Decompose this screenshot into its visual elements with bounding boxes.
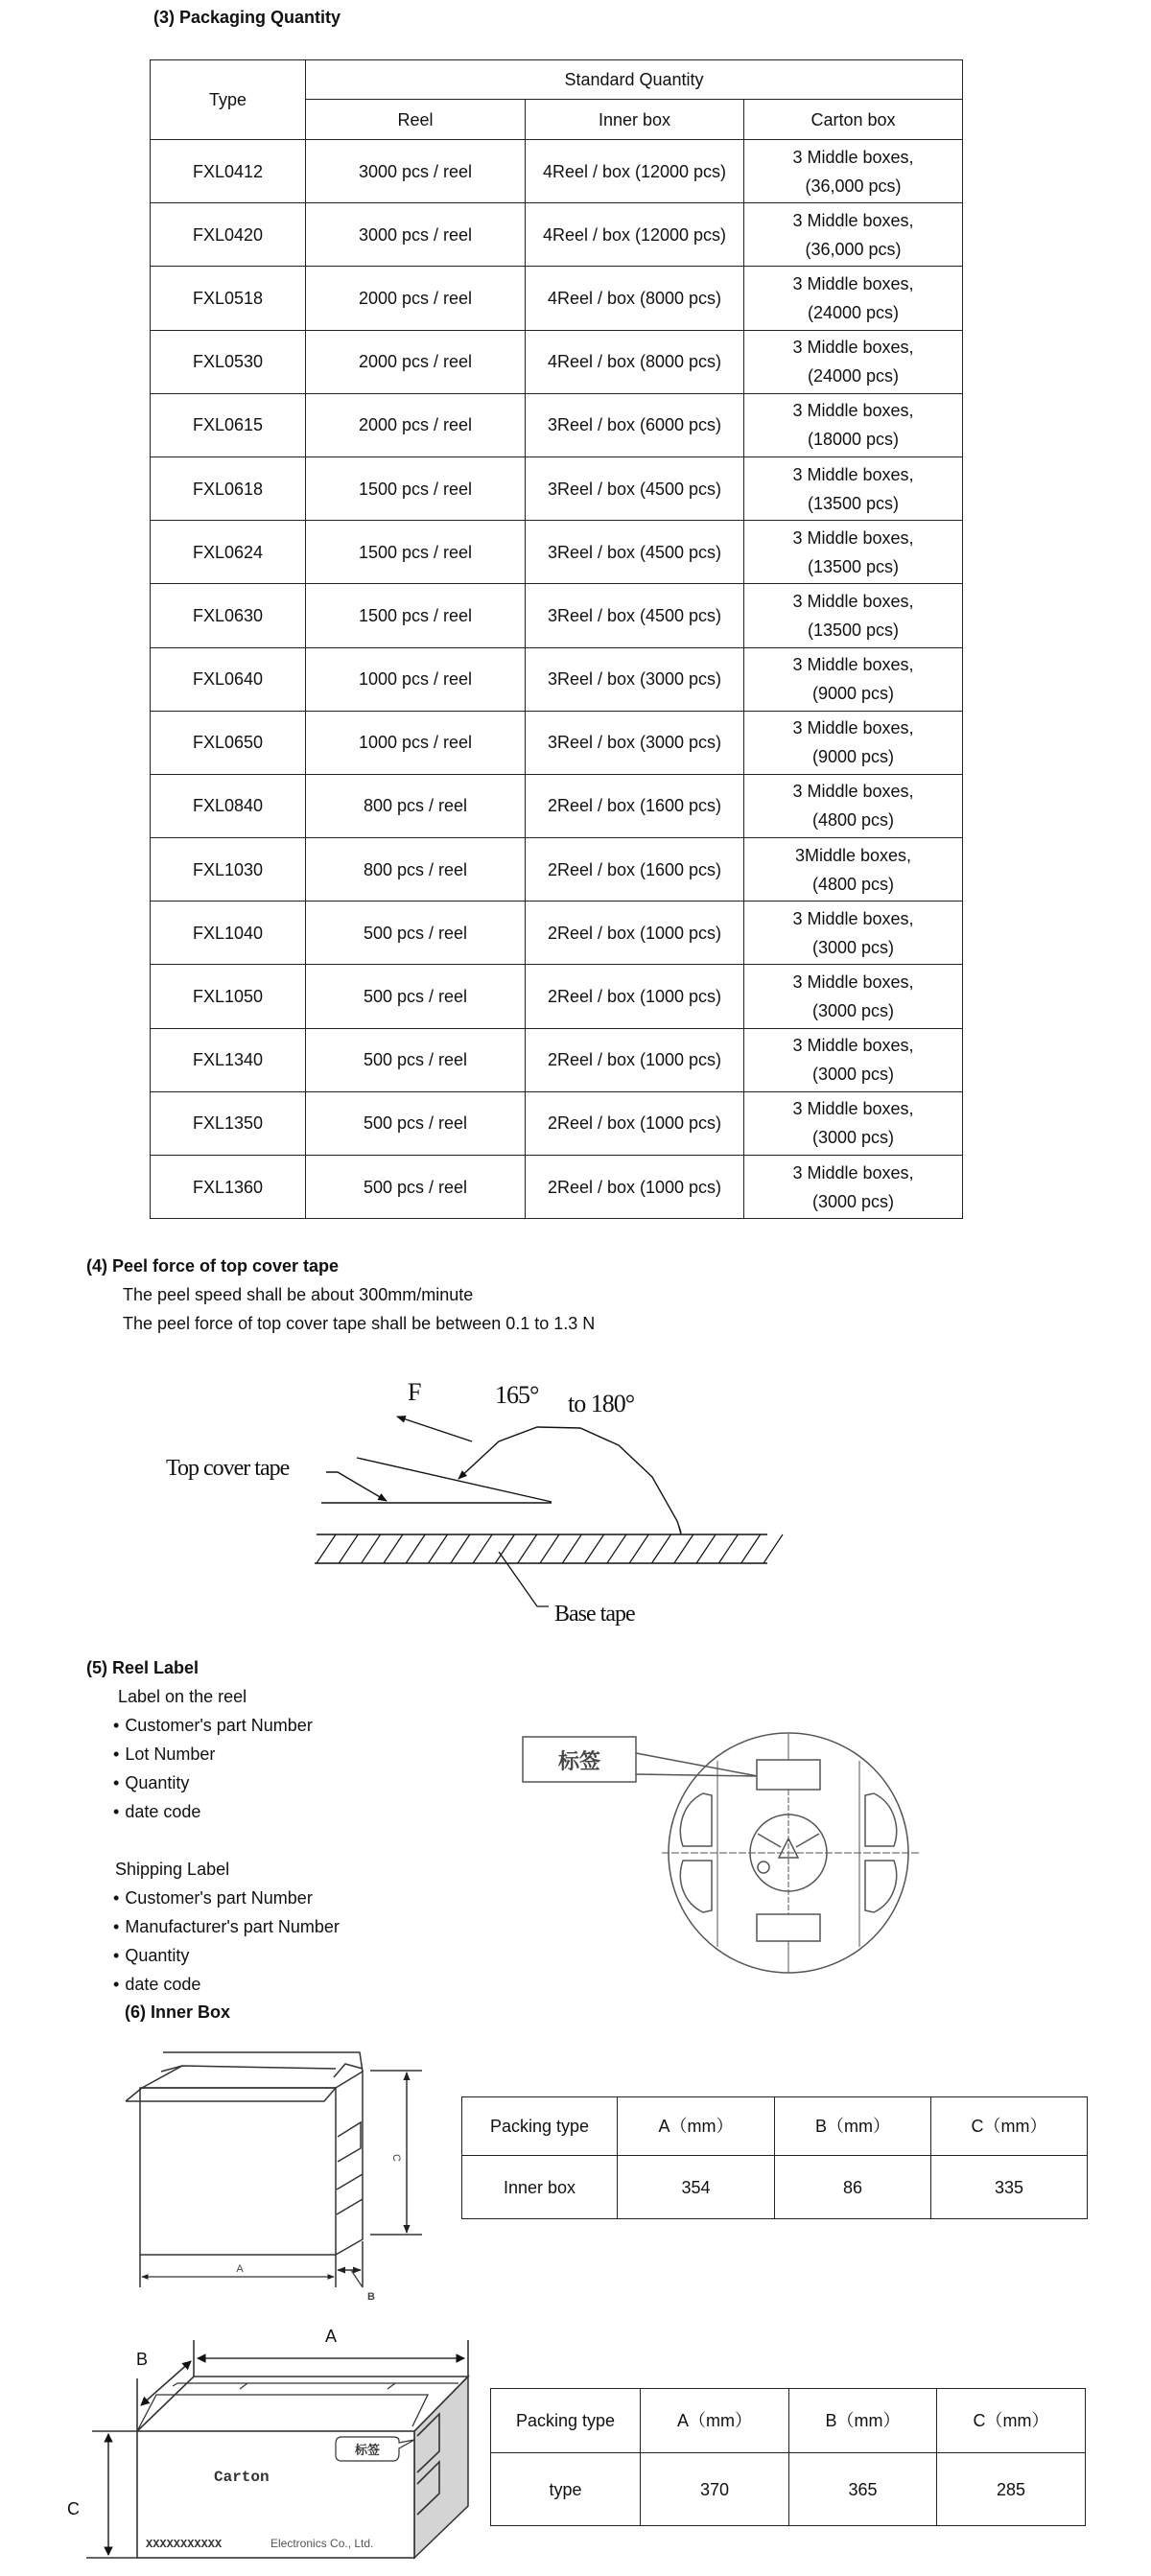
carton-line-2: (24000 pcs) [807, 366, 900, 386]
label-callout-text: 标签 [557, 1749, 601, 1773]
carton-header-b: B（mm） [789, 2389, 937, 2453]
carton-dimension-table [490, 2388, 1086, 2526]
cell-inner-box: 2Reel / box (1000 pcs) [526, 965, 744, 1028]
cell-type: FXL0530 [151, 330, 306, 393]
cell-type: FXL1040 [151, 902, 306, 965]
carton-line-2: (3000 pcs) [811, 1191, 895, 1211]
cell-type: FXL0518 [151, 267, 306, 330]
inner-header-a: A（mm） [618, 2097, 775, 2156]
carton-line-1: 3 Middle boxes, [792, 1036, 914, 1056]
inner-dim-c: C [390, 2154, 402, 2162]
inner-cell-type: Inner box [462, 2156, 618, 2219]
cell-reel: 2000 pcs / reel [306, 267, 526, 330]
list-item-text: Quantity [125, 1773, 190, 1792]
carton-dim-b: B [136, 2350, 149, 2369]
cell-inner-box: 2Reel / box (1000 pcs) [526, 1156, 744, 1219]
section-4-heading: (4) Peel force of top cover tape [86, 1256, 340, 1276]
header-carton-box: Carton box [744, 100, 963, 140]
reel-label-title: Label on the reel [118, 1687, 247, 1706]
carton-line-1: 3 Middle boxes, [792, 1162, 914, 1183]
list-item-text: Quantity [125, 1946, 190, 1965]
cell-reel: 500 pcs / reel [306, 1156, 526, 1219]
bullet-icon: • [113, 1745, 120, 1764]
carton-line-2: (9000 pcs) [811, 684, 895, 704]
list-item-text: date code [125, 1802, 201, 1821]
carton-line-1: 3 Middle boxes, [792, 1099, 914, 1119]
cell-reel: 2000 pcs / reel [306, 393, 526, 457]
cell-reel: 800 pcs / reel [306, 838, 526, 902]
carton-line-2: (3000 pcs) [811, 1065, 895, 1085]
cell-reel: 500 pcs / reel [306, 965, 526, 1028]
cell-reel: 1500 pcs / reel [306, 521, 526, 584]
inner-header-c: C（mm） [931, 2097, 1088, 2156]
header-standard-quantity: Standard Quantity [306, 60, 963, 100]
carton-line-2: (3000 pcs) [811, 1001, 895, 1021]
cell-reel: 1500 pcs / reel [306, 457, 526, 520]
cell-type: FXL1350 [151, 1091, 306, 1155]
carton-cell-type: type [491, 2453, 641, 2526]
cell-inner-box: 3Reel / box (6000 pcs) [526, 393, 744, 457]
inner-dim-a: A [236, 2263, 244, 2275]
carton-line-1: 3 Middle boxes, [792, 338, 914, 358]
cell-reel: 500 pcs / reel [306, 1091, 526, 1155]
peel-speed-text: The peel speed shall be about 300mm/minute [123, 1285, 474, 1304]
inner-cell-a: 354 [618, 2156, 775, 2219]
cell-inner-box: 2Reel / box (1600 pcs) [526, 838, 744, 902]
inner-cell-b: 86 [775, 2156, 931, 2219]
cell-type: FXL0840 [151, 774, 306, 837]
cell-inner-box: 4Reel / box (8000 pcs) [526, 267, 744, 330]
cell-type: FXL0618 [151, 457, 306, 520]
cell-type: FXL0615 [151, 393, 306, 457]
inner-cell-c: 335 [931, 2156, 1088, 2219]
carton-line-1: 3 Middle boxes, [792, 591, 914, 611]
carton-dim-a: A [324, 2327, 338, 2346]
cell-reel: 3000 pcs / reel [306, 203, 526, 267]
cell-type: FXL1360 [151, 1156, 306, 1219]
carton-line-2: (4800 pcs) [811, 810, 895, 831]
force-label: F [408, 1378, 422, 1406]
cell-type: FXL0412 [151, 140, 306, 203]
list-item-text: Lot Number [125, 1745, 216, 1764]
bullet-icon: • [113, 1802, 120, 1821]
cell-type: FXL0630 [151, 584, 306, 647]
inner-header-b: B（mm） [775, 2097, 931, 2156]
carton-text: Carton [214, 2469, 270, 2486]
header-inner-box: Inner box [526, 100, 744, 140]
carton-line-1: 3 Middle boxes, [792, 718, 914, 738]
carton-cell-b: 365 [789, 2453, 937, 2526]
header-reel: Reel [306, 100, 526, 140]
cell-reel: 500 pcs / reel [306, 902, 526, 965]
list-item-text: Customer's part Number [125, 1716, 313, 1735]
carton-line-2: (3000 pcs) [811, 937, 895, 957]
angle-from-label: 165° [495, 1381, 539, 1409]
carton-line-2: (4800 pcs) [811, 874, 895, 894]
carton-line-2: (24000 pcs) [807, 302, 900, 322]
cell-reel: 1000 pcs / reel [306, 711, 526, 774]
carton-line-1: 3 Middle boxes, [792, 401, 914, 421]
carton-line-2: (13500 pcs) [807, 556, 900, 576]
base-tape-label: Base tape [554, 1602, 635, 1627]
cell-inner-box: 3Reel / box (4500 pcs) [526, 457, 744, 520]
carton-line-1: 3Middle boxes, [794, 845, 912, 865]
cell-inner-box: 4Reel / box (12000 pcs) [526, 140, 744, 203]
inner-dim-b: B [367, 2291, 375, 2303]
cell-inner-box: 2Reel / box (1000 pcs) [526, 1091, 744, 1155]
carton-line-2: (13500 pcs) [807, 493, 900, 513]
cell-inner-box: 3Reel / box (3000 pcs) [526, 647, 744, 711]
bullet-icon: • [113, 1917, 120, 1936]
cell-type: FXL1340 [151, 1028, 306, 1091]
carton-line-1: 3 Middle boxes, [792, 273, 914, 293]
cell-inner-box: 2Reel / box (1600 pcs) [526, 774, 744, 837]
carton-cell-a: 370 [641, 2453, 789, 2526]
cell-type: FXL1050 [151, 965, 306, 1028]
cell-type: FXL1030 [151, 838, 306, 902]
top-cover-tape-label: Top cover tape [166, 1456, 290, 1481]
carton-line-1: 3 Middle boxes, [792, 782, 914, 802]
carton-line-1: 3 Middle boxes, [792, 210, 914, 230]
inner-header-packing-type: Packing type [462, 2097, 618, 2156]
carton-line-1: 3 Middle boxes, [792, 655, 914, 675]
carton-cell-c: 285 [937, 2453, 1086, 2526]
bullet-icon: • [113, 1773, 120, 1792]
cell-type: FXL0640 [151, 647, 306, 711]
cell-type: FXL0420 [151, 203, 306, 267]
cell-reel: 1000 pcs / reel [306, 647, 526, 711]
carton-line-2: (18000 pcs) [807, 430, 900, 450]
carton-label-callout: 标签 [354, 2443, 381, 2457]
bullet-icon: • [113, 1716, 120, 1735]
carton-company-text: Electronics Co., Ltd. [270, 2537, 374, 2550]
cell-reel: 2000 pcs / reel [306, 330, 526, 393]
carton-maker-text: XXXXXXXXXXX [146, 2538, 223, 2551]
list-item-text: Manufacturer's part Number [125, 1917, 340, 1936]
carton-dim-c: C [67, 2499, 80, 2518]
bullet-icon: • [113, 1975, 120, 1994]
cell-inner-box: 4Reel / box (12000 pcs) [526, 203, 744, 267]
section-3-heading: (3) Packaging Quantity [153, 8, 341, 27]
carton-line-1: 3 Middle boxes, [792, 464, 914, 484]
cell-inner-box: 3Reel / box (3000 pcs) [526, 711, 744, 774]
carton-line-1: 3 Middle boxes, [792, 908, 914, 928]
bullet-icon: • [113, 1946, 120, 1965]
list-item-text: Customer's part Number [125, 1888, 313, 1908]
cell-reel: 3000 pcs / reel [306, 140, 526, 203]
cell-type: FXL0624 [151, 521, 306, 584]
peel-force-text: The peel force of top cover tape shall be between 0.1 to 1.3 N [123, 1314, 596, 1333]
carton-line-2: (3000 pcs) [811, 1128, 895, 1148]
carton-header-c: C（mm） [937, 2389, 1086, 2453]
cell-reel: 500 pcs / reel [306, 1028, 526, 1091]
carton-line-1: 3 Middle boxes, [792, 527, 914, 548]
bullet-icon: • [113, 1888, 120, 1908]
angle-to-label: to 180° [568, 1390, 635, 1417]
carton-line-1: 3 Middle boxes, [792, 972, 914, 993]
cell-inner-box: 3Reel / box (4500 pcs) [526, 521, 744, 584]
cell-type: FXL0650 [151, 711, 306, 774]
carton-line-2: (36,000 pcs) [805, 176, 902, 196]
header-type: Type [151, 60, 306, 140]
cell-inner-box: 4Reel / box (8000 pcs) [526, 330, 744, 393]
cell-inner-box: 2Reel / box (1000 pcs) [526, 1028, 744, 1091]
section-5-heading: (5) Reel Label [86, 1658, 200, 1677]
cell-reel: 800 pcs / reel [306, 774, 526, 837]
cell-inner-box: 2Reel / box (1000 pcs) [526, 902, 744, 965]
carton-line-1: 3 Middle boxes, [792, 147, 914, 167]
cell-inner-box: 3Reel / box (4500 pcs) [526, 584, 744, 647]
shipping-label-title: Shipping Label [115, 1860, 230, 1879]
carton-line-2: (9000 pcs) [811, 747, 895, 767]
carton-line-2: (13500 pcs) [807, 620, 900, 640]
carton-header-packing-type: Packing type [491, 2389, 641, 2453]
carton-line-2: (36,000 pcs) [805, 239, 902, 259]
cell-reel: 1500 pcs / reel [306, 584, 526, 647]
list-item-text: date code [125, 1975, 201, 1994]
section-6-heading: (6) Inner Box [125, 2002, 231, 2022]
carton-header-a: A（mm） [641, 2389, 789, 2453]
